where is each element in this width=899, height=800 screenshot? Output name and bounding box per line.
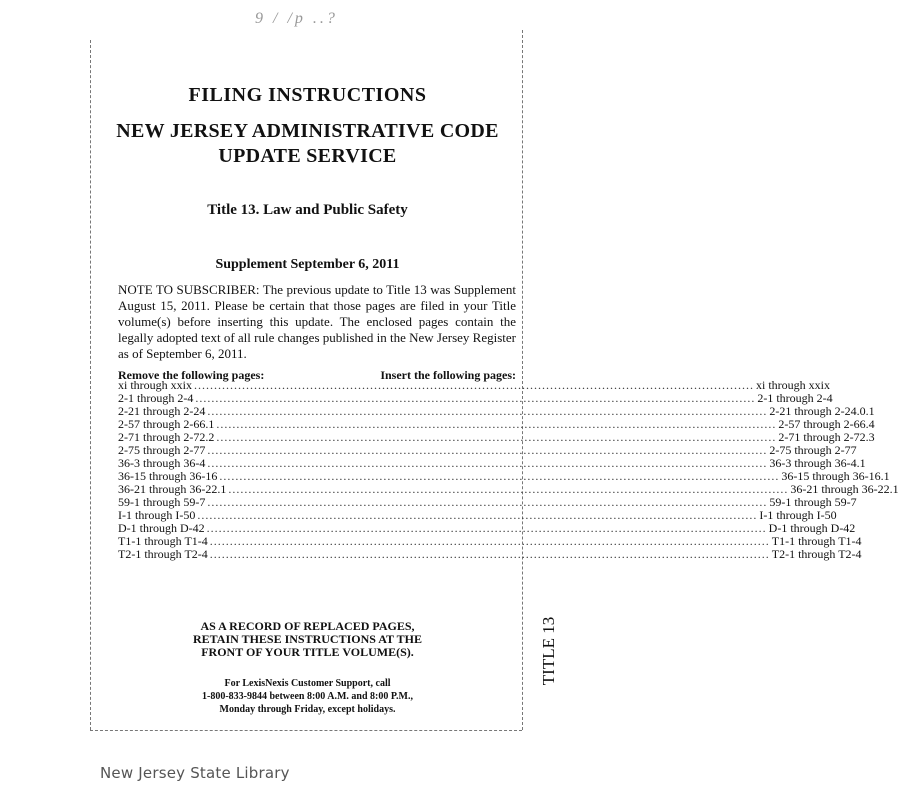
insert-pages: D-1 through D-42	[768, 521, 856, 535]
insert-pages: 2-21 through 2-24.0.1	[769, 404, 875, 418]
dot-leader: ............................................................................................................................................	[216, 430, 777, 444]
handwritten-margin-note: 9 / /p ..?	[255, 10, 338, 27]
title-tab-label	[539, 612, 559, 690]
heading-code-name: NEW JERSEY ADMINISTRATIVE CODE	[116, 120, 499, 142]
record-line-2: RETAIN THESE INSTRUCTIONS AT THE	[193, 632, 422, 646]
insert-pages: T2-1 through T2-4	[771, 547, 862, 561]
record-line-3: FRONT OF YOUR TITLE VOLUME(S).	[201, 645, 414, 659]
page-frame-left	[90, 40, 91, 730]
insert-column-header: Insert the following pages:	[380, 368, 516, 382]
dot-leader: ............................................................................................................................................	[219, 469, 780, 483]
remove-pages: 2-75 through 2-77	[118, 443, 206, 457]
record-instructions	[95, 620, 520, 659]
insert-pages: 2-75 through 2-77	[769, 443, 857, 457]
remove-pages: 2-1 through 2-4	[118, 391, 194, 405]
remove-pages: I-1 through I-50	[118, 508, 196, 522]
insert-pages: 36-21 through 36-22.1	[790, 482, 899, 496]
dot-leader: ............................................................................................................................................	[206, 521, 767, 535]
record-line-1: AS A RECORD OF REPLACED PAGES,	[200, 619, 415, 633]
dot-leader: ............................................................................................................................................	[209, 547, 770, 561]
support-line-3: Monday through Friday, except holidays.	[219, 704, 396, 715]
remove-pages: 36-15 through 36-16	[118, 469, 218, 483]
support-line-1: For LexisNexis Customer Support, call	[224, 678, 391, 689]
heading-filing-instructions: FILING INSTRUCTIONS	[188, 84, 427, 106]
insert-pages: xi through xxix	[756, 378, 830, 392]
remove-pages: T2-1 through T2-4	[118, 547, 208, 561]
dot-leader: ............................................................................................................................................	[209, 534, 770, 548]
dot-leader: ............................................................................................................................................	[228, 482, 789, 496]
remove-pages: 59-1 through 59-7	[118, 495, 206, 509]
insert-pages: T1-1 through T1-4	[771, 534, 862, 548]
insert-pages: 36-3 through 36-4.1	[769, 456, 866, 470]
dot-leader: ............................................................................................................................................	[207, 443, 768, 457]
remove-pages: D-1 through D-42	[118, 521, 205, 535]
dot-leader: ............................................................................................................................................	[194, 378, 754, 392]
insert-pages: 2-57 through 2-66.4	[778, 417, 875, 431]
dot-leader: ............................................................................................................................................	[207, 456, 768, 470]
remove-pages: 36-21 through 36-22.1	[118, 482, 227, 496]
remove-pages: 36-3 through 36-4	[118, 456, 206, 470]
remove-pages: 2-71 through 2-72.2	[118, 430, 215, 444]
insert-pages: 2-1 through 2-4	[757, 391, 833, 405]
remove-pages: T1-1 through T1-4	[118, 534, 208, 548]
page-frame-bottom	[90, 730, 522, 731]
dot-leader: ............................................................................................................................................	[195, 391, 756, 405]
table-row	[118, 547, 862, 561]
dot-leader: ............................................................................................................................................	[216, 417, 777, 431]
dot-leader: ............................................................................................................................................	[197, 508, 758, 522]
support-line-2: 1-800-833-9844 between 8:00 A.M. and 8:00 P.M.,	[201, 691, 413, 702]
insert-pages: 36-15 through 36-16.1	[781, 469, 890, 483]
remove-pages: 2-21 through 2-24	[118, 404, 206, 418]
dot-leader: ............................................................................................................................................	[207, 495, 768, 509]
insert-pages: 59-1 through 59-7	[769, 495, 857, 509]
note-to-subscriber: NOTE TO SUBSCRIBER: The previous update to Title 13 was Supplement August 15, 2011. Please be certain that those pages are filed in your Title volume(s) before inserting this update. The enclosed pages contain the legally adopted text of all rule changes published in the New Jersey Register as of September 6, 2011.	[118, 282, 516, 361]
supplement-date: Supplement September 6, 2011	[215, 257, 400, 272]
page-replacement-list	[118, 378, 899, 561]
insert-pages: I-1 through I-50	[759, 508, 837, 522]
dot-leader: ............................................................................................................................................	[207, 404, 768, 418]
remove-pages: xi through xxix	[118, 378, 192, 392]
library-stamp: New Jersey State Library	[100, 764, 290, 782]
insert-pages: 2-71 through 2-72.3	[778, 430, 875, 444]
title-tab-text: TITLE 13	[539, 616, 558, 686]
remove-column-header: Remove the following pages:	[118, 368, 265, 382]
remove-pages: 2-57 through 2-66.1	[118, 417, 215, 431]
title-line: Title 13. Law and Public Safety	[207, 202, 408, 218]
heading-update-service: UPDATE SERVICE	[218, 145, 397, 167]
customer-support-info	[95, 677, 520, 716]
